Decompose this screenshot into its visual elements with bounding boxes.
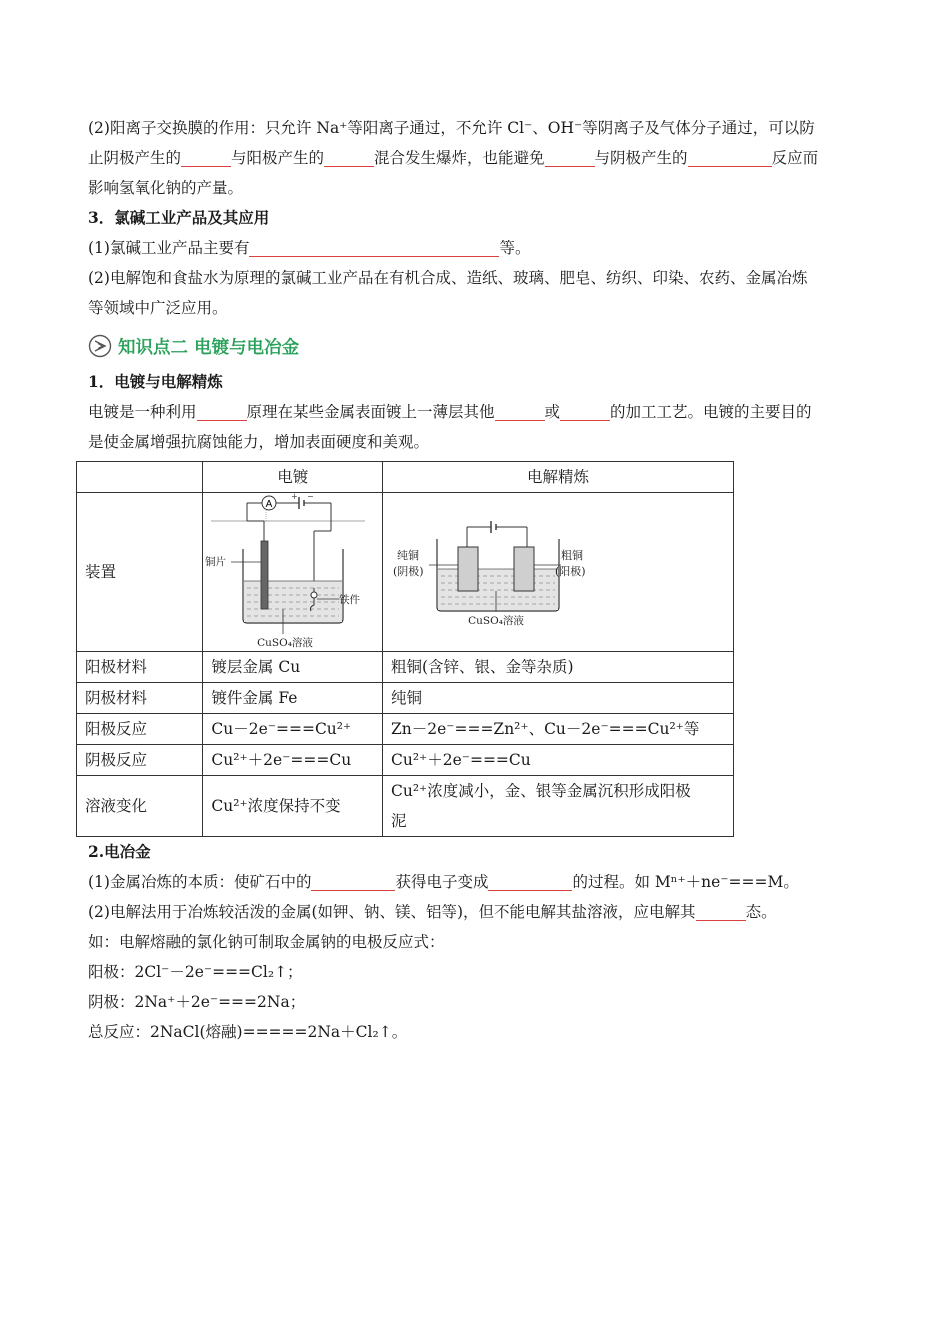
crude-copper-label: 粗铜 [561,549,583,562]
fill-blank[interactable] [696,902,746,921]
svg-text:−: − [307,493,315,501]
paragraph [88,233,868,263]
electroplating-diagram [203,493,366,651]
fill-blank[interactable] [688,148,772,167]
refining-cell: 粗铜(含锌、银、金等杂质) [383,652,734,683]
paragraph: (2)电解饱和食盐水为原理的氯碱工业产品在有机合成、造纸、玻璃、肥皂、纺织、印染、农药、金属冶炼 [88,269,808,287]
table-header-cell [77,462,203,493]
text: 态。 [745,903,777,921]
text: 原理在某些金属表面镀上一薄层其他 [246,403,495,421]
cathode-equation: 阴极：2Na⁺＋2e⁻===2Na； [88,993,306,1011]
anode-equation: 阳极：2Cl⁻－2e⁻===Cl₂↑； [88,963,303,981]
paragraph [88,397,868,427]
paragraph: (2)阳离子交换膜的作用：只允许 Na⁺等阳离子通过，不允许 Cl⁻、OH⁻等阴离子及气体分子通过，可以防 [88,119,815,137]
table-header-cell: 电解精炼 [383,462,734,493]
refining-diagram-cell [383,493,734,652]
table-row [77,745,734,776]
fill-blank[interactable] [495,402,545,421]
heading-text: 知识点二 电镀与电冶金 [118,337,300,358]
electrorefining-diagram [383,493,733,651]
paragraph: 是使金属增强抗腐蚀能力，增加表面硬度和美观。 [88,433,430,451]
text: 止阴极产生的 [88,149,182,167]
row-label: 阴极材料 [77,683,203,714]
fill-blank[interactable] [249,238,499,257]
anode-label: (阳极) [555,565,586,578]
text: 混合发生爆炸，也能避免 [374,149,545,167]
fill-blank[interactable] [545,148,595,167]
section-title: 2.电冶金 [88,842,151,861]
table-row [77,714,734,745]
text: 与阳极产生的 [231,149,325,167]
table-row [77,776,734,837]
plating-cell: Cu²⁺浓度保持不变 [203,776,383,837]
text: 的加工工艺。电镀的主要目的 [610,403,812,421]
text: 反应而 [771,149,819,167]
paragraph: 等领域中广泛应用。 [88,299,228,317]
fill-blank[interactable] [324,148,374,167]
fill-blank[interactable] [311,872,395,891]
paragraph [88,867,868,897]
plating-cell: Cu－2e⁻===Cu²⁺ [203,714,383,745]
fill-blank[interactable] [488,872,572,891]
plating-cell: 镀件金属 Fe [203,683,383,714]
comparison-table [76,461,734,837]
refining-cell: Zn－2e⁻===Zn²⁺、Cu－2e⁻===Cu²⁺等 [383,714,734,745]
text: 等。 [499,239,531,257]
section-title: 3．氯碱工业产品及其应用 [88,208,270,227]
refining-cell: Cu²⁺＋2e⁻===Cu [383,745,734,776]
paragraph [88,143,868,173]
table-row [77,683,734,714]
cell-line: 泥 [391,812,407,830]
row-label: 溶液变化 [77,776,203,837]
row-label: 阳极反应 [77,714,203,745]
paragraph [88,897,868,927]
fill-blank[interactable] [560,402,610,421]
text: (1)氯碱工业产品主要有 [88,239,250,257]
solution-label: CuSO₄溶液 [257,637,314,649]
text: (1)金属冶炼的本质：使矿石中的 [88,873,312,891]
text: (2)电解法用于冶炼较活泼的金属(如钾、钠、镁、铝等)，但不能电解其盐溶液，应电解其 [88,903,696,921]
solution-label: CuSO₄溶液 [468,615,524,627]
text: 或 [544,403,561,421]
plating-diagram-cell [203,493,383,652]
fill-blank[interactable] [181,148,231,167]
paragraph: 如：电解熔融的氯化钠可制取金属钠的电极反应式： [88,933,445,951]
table-header-row [77,462,734,493]
row-label: 阳极材料 [77,652,203,683]
refining-cell [383,776,734,837]
svg-text:+: + [291,493,299,501]
cell-line: Cu²⁺浓度减小，金、银等金属沉积形成阳极 [391,782,691,800]
knowledge-point-heading [88,325,868,367]
table-row [77,652,734,683]
pure-copper-label: 纯铜 [397,549,419,562]
table-row [77,493,734,652]
plating-cell: Cu²⁺＋2e⁻===Cu [203,745,383,776]
table-header-cell: 电镀 [203,462,383,493]
total-equation: 总反应：2NaCl(熔融)=====2Na＋Cl₂↑。 [88,1023,408,1041]
refining-cell: 纯铜 [383,683,734,714]
section-title: 1．电镀与电解精炼 [88,372,223,391]
plating-cell: 镀层金属 Cu [203,652,383,683]
copper-plate-label: 铜片 [205,556,227,568]
text: 与阴极产生的 [594,149,688,167]
iron-piece-label: 铁件 [339,594,361,606]
fill-blank[interactable] [197,402,247,421]
arrow-circle-icon [88,334,112,358]
row-label: 阴极反应 [77,745,203,776]
text: 电镀是一种利用 [88,403,197,421]
text: 获得电子变成 [395,873,489,891]
ammeter-label: A [266,499,273,510]
text: 的过程。如 Mⁿ⁺＋ne⁻===M。 [572,873,799,891]
cathode-label: (阴极) [393,565,424,578]
paragraph: 影响氢氧化钠的产量。 [88,179,244,197]
document-page [85,110,868,1047]
row-label: 装置 [77,493,203,652]
